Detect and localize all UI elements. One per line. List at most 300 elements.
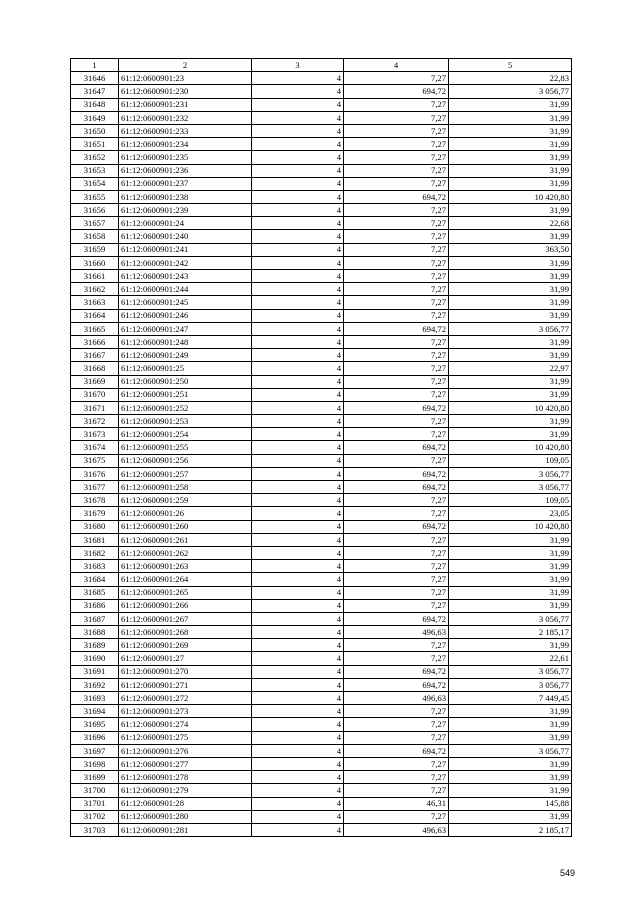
table-row: [71, 72, 572, 85]
table-row: [71, 190, 572, 203]
cadastral-number-cell: 61:12:0600901:244: [119, 283, 252, 296]
value-cell: 22,61: [449, 652, 572, 665]
table-row: [71, 467, 572, 480]
count-cell: 4: [252, 705, 344, 718]
value-cell: 22,68: [449, 217, 572, 230]
row-number-cell: 31661: [71, 270, 119, 283]
area-cell: 7,27: [344, 243, 449, 256]
value-cell: 22,83: [449, 72, 572, 85]
count-cell: 4: [252, 586, 344, 599]
cadastral-number-cell: 61:12:0600901:280: [119, 810, 252, 823]
area-cell: 7,27: [344, 230, 449, 243]
area-cell: 7,27: [344, 652, 449, 665]
area-cell: 7,27: [344, 124, 449, 137]
value-cell: 3 056,77: [449, 85, 572, 98]
value-cell: 31,99: [449, 639, 572, 652]
area-cell: 496,63: [344, 692, 449, 705]
table-body: [71, 72, 572, 837]
row-number-cell: 31664: [71, 309, 119, 322]
count-cell: 4: [252, 349, 344, 362]
row-number-cell: 31673: [71, 428, 119, 441]
value-cell: 2 185,17: [449, 823, 572, 836]
area-cell: 7,27: [344, 454, 449, 467]
count-cell: 4: [252, 85, 344, 98]
count-cell: 4: [252, 217, 344, 230]
row-number-cell: 31651: [71, 138, 119, 151]
count-cell: 4: [252, 296, 344, 309]
table-row: [71, 204, 572, 217]
row-number-cell: 31671: [71, 401, 119, 414]
row-number-cell: 31658: [71, 230, 119, 243]
value-cell: 31,99: [449, 784, 572, 797]
area-cell: 694,72: [344, 441, 449, 454]
cadastral-number-cell: 61:12:0600901:24: [119, 217, 252, 230]
row-number-cell: 31699: [71, 771, 119, 784]
count-cell: 4: [252, 481, 344, 494]
area-cell: 7,27: [344, 757, 449, 770]
row-number-cell: 31676: [71, 467, 119, 480]
row-number-cell: 31684: [71, 573, 119, 586]
value-cell: 31,99: [449, 256, 572, 269]
row-number-cell: 31656: [71, 204, 119, 217]
count-cell: 4: [252, 243, 344, 256]
table-row: [71, 797, 572, 810]
area-cell: 694,72: [344, 467, 449, 480]
table-row: [71, 652, 572, 665]
value-cell: 31,99: [449, 375, 572, 388]
area-cell: 7,27: [344, 573, 449, 586]
table-row: [71, 111, 572, 124]
count-cell: 4: [252, 151, 344, 164]
table-row: [71, 296, 572, 309]
value-cell: 23,05: [449, 507, 572, 520]
count-cell: 4: [252, 520, 344, 533]
area-cell: 7,27: [344, 375, 449, 388]
table-row: [71, 573, 572, 586]
table-row: [71, 626, 572, 639]
value-cell: 3 056,77: [449, 678, 572, 691]
cadastral-number-cell: 61:12:0600901:28: [119, 797, 252, 810]
area-cell: 7,27: [344, 586, 449, 599]
table-row: [71, 718, 572, 731]
cadastral-number-cell: 61:12:0600901:281: [119, 823, 252, 836]
cadastral-number-cell: 61:12:0600901:250: [119, 375, 252, 388]
count-cell: 4: [252, 230, 344, 243]
row-number-cell: 31694: [71, 705, 119, 718]
row-number-cell: 31675: [71, 454, 119, 467]
row-number-cell: 31685: [71, 586, 119, 599]
value-cell: 3 056,77: [449, 612, 572, 625]
cadastral-number-cell: 61:12:0600901:259: [119, 494, 252, 507]
count-cell: 4: [252, 665, 344, 678]
cadastral-number-cell: 61:12:0600901:264: [119, 573, 252, 586]
table-row: [71, 560, 572, 573]
area-cell: 7,27: [344, 98, 449, 111]
cadastral-number-cell: 61:12:0600901:272: [119, 692, 252, 705]
cadastral-number-cell: 61:12:0600901:26: [119, 507, 252, 520]
count-cell: 4: [252, 771, 344, 784]
area-cell: 7,27: [344, 362, 449, 375]
value-cell: 7 449,45: [449, 692, 572, 705]
count-cell: 4: [252, 415, 344, 428]
cadastral-number-cell: 61:12:0600901:243: [119, 270, 252, 283]
value-cell: 31,99: [449, 98, 572, 111]
area-cell: 694,72: [344, 612, 449, 625]
cadastral-number-cell: 61:12:0600901:278: [119, 771, 252, 784]
cadastral-number-cell: 61:12:0600901:249: [119, 349, 252, 362]
value-cell: 10 420,80: [449, 401, 572, 414]
cadastral-number-cell: 61:12:0600901:241: [119, 243, 252, 256]
value-cell: 31,99: [449, 230, 572, 243]
area-cell: 694,72: [344, 190, 449, 203]
count-cell: 4: [252, 573, 344, 586]
table-row: [71, 678, 572, 691]
value-cell: 31,99: [449, 415, 572, 428]
value-cell: 31,99: [449, 296, 572, 309]
count-cell: 4: [252, 639, 344, 652]
count-cell: 4: [252, 599, 344, 612]
value-cell: 109,05: [449, 494, 572, 507]
count-cell: 4: [252, 164, 344, 177]
count-cell: 4: [252, 98, 344, 111]
cadastral-number-cell: 61:12:0600901:235: [119, 151, 252, 164]
count-cell: 4: [252, 757, 344, 770]
value-cell: 31,99: [449, 573, 572, 586]
value-cell: 31,99: [449, 533, 572, 546]
table-row: [71, 85, 572, 98]
area-cell: 7,27: [344, 731, 449, 744]
value-cell: 31,99: [449, 349, 572, 362]
table-row: [71, 151, 572, 164]
value-cell: 22,97: [449, 362, 572, 375]
table-row: [71, 349, 572, 362]
count-cell: 4: [252, 612, 344, 625]
cadastral-number-cell: 61:12:0600901:268: [119, 626, 252, 639]
row-number-cell: 31697: [71, 744, 119, 757]
count-cell: 4: [252, 190, 344, 203]
value-cell: 10 420,80: [449, 190, 572, 203]
count-cell: 4: [252, 388, 344, 401]
area-cell: 7,27: [344, 560, 449, 573]
count-cell: 4: [252, 533, 344, 546]
value-cell: 31,99: [449, 388, 572, 401]
table-row: [71, 586, 572, 599]
table-row: [71, 823, 572, 836]
area-cell: 7,27: [344, 296, 449, 309]
area-cell: 7,27: [344, 784, 449, 797]
row-number-cell: 31690: [71, 652, 119, 665]
table-row: [71, 665, 572, 678]
row-number-cell: 31687: [71, 612, 119, 625]
cadastral-number-cell: 61:12:0600901:258: [119, 481, 252, 494]
count-cell: 4: [252, 652, 344, 665]
cadastral-number-cell: 61:12:0600901:257: [119, 467, 252, 480]
row-number-cell: 31660: [71, 256, 119, 269]
area-cell: 7,27: [344, 546, 449, 559]
table-row: [71, 520, 572, 533]
table-row: [71, 546, 572, 559]
table-row: [71, 375, 572, 388]
area-cell: 7,27: [344, 507, 449, 520]
row-number-cell: 31680: [71, 520, 119, 533]
row-number-cell: 31646: [71, 72, 119, 85]
column-header: 2: [119, 59, 252, 72]
area-cell: 694,72: [344, 481, 449, 494]
area-cell: 7,27: [344, 771, 449, 784]
cadastral-number-cell: 61:12:0600901:252: [119, 401, 252, 414]
row-number-cell: 31665: [71, 322, 119, 335]
value-cell: 3 056,77: [449, 467, 572, 480]
area-cell: 46,31: [344, 797, 449, 810]
value-cell: 31,99: [449, 111, 572, 124]
cadastral-number-cell: 61:12:0600901:248: [119, 335, 252, 348]
area-cell: 7,27: [344, 177, 449, 190]
count-cell: 4: [252, 744, 344, 757]
area-cell: 694,72: [344, 401, 449, 414]
table-row: [71, 533, 572, 546]
row-number-cell: 31654: [71, 177, 119, 190]
cadastral-number-cell: 61:12:0600901:275: [119, 731, 252, 744]
table-row: [71, 731, 572, 744]
table-row: [71, 177, 572, 190]
cadastral-number-cell: 61:12:0600901:230: [119, 85, 252, 98]
area-cell: 7,27: [344, 718, 449, 731]
table-row: [71, 217, 572, 230]
table-row: [71, 124, 572, 137]
row-number-cell: 31649: [71, 111, 119, 124]
area-cell: 7,27: [344, 388, 449, 401]
table-row: [71, 362, 572, 375]
area-cell: 7,27: [344, 256, 449, 269]
area-cell: 7,27: [344, 309, 449, 322]
count-cell: 4: [252, 718, 344, 731]
row-number-cell: 31652: [71, 151, 119, 164]
data-table: [70, 58, 572, 837]
value-cell: 3 056,77: [449, 744, 572, 757]
area-cell: 694,72: [344, 744, 449, 757]
count-cell: 4: [252, 270, 344, 283]
table-row: [71, 810, 572, 823]
cadastral-number-cell: 61:12:0600901:262: [119, 546, 252, 559]
cadastral-number-cell: 61:12:0600901:255: [119, 441, 252, 454]
table-row: [71, 757, 572, 770]
count-cell: 4: [252, 124, 344, 137]
cadastral-number-cell: 61:12:0600901:266: [119, 599, 252, 612]
area-cell: 7,27: [344, 217, 449, 230]
cadastral-number-cell: 61:12:0600901:239: [119, 204, 252, 217]
count-cell: 4: [252, 111, 344, 124]
row-number-cell: 31702: [71, 810, 119, 823]
row-number-cell: 31678: [71, 494, 119, 507]
row-number-cell: 31692: [71, 678, 119, 691]
cadastral-number-cell: 61:12:0600901:253: [119, 415, 252, 428]
area-cell: 694,72: [344, 665, 449, 678]
cadastral-number-cell: 61:12:0600901:256: [119, 454, 252, 467]
table-row: [71, 771, 572, 784]
cadastral-number-cell: 61:12:0600901:270: [119, 665, 252, 678]
row-number-cell: 31648: [71, 98, 119, 111]
cadastral-number-cell: 61:12:0600901:276: [119, 744, 252, 757]
area-cell: 7,27: [344, 164, 449, 177]
table-row: [71, 335, 572, 348]
value-cell: 10 420,80: [449, 441, 572, 454]
row-number-cell: 31696: [71, 731, 119, 744]
count-cell: 4: [252, 797, 344, 810]
row-number-cell: 31693: [71, 692, 119, 705]
row-number-cell: 31655: [71, 190, 119, 203]
cadastral-number-cell: 61:12:0600901:273: [119, 705, 252, 718]
value-cell: 3 056,77: [449, 481, 572, 494]
value-cell: 31,99: [449, 810, 572, 823]
row-number-cell: 31701: [71, 797, 119, 810]
row-number-cell: 31672: [71, 415, 119, 428]
count-cell: 4: [252, 546, 344, 559]
area-cell: 7,27: [344, 349, 449, 362]
row-number-cell: 31669: [71, 375, 119, 388]
cadastral-number-cell: 61:12:0600901:274: [119, 718, 252, 731]
area-cell: 7,27: [344, 428, 449, 441]
row-number-cell: 31688: [71, 626, 119, 639]
cadastral-number-cell: 61:12:0600901:240: [119, 230, 252, 243]
row-number-cell: 31666: [71, 335, 119, 348]
value-cell: 31,99: [449, 164, 572, 177]
value-cell: 31,99: [449, 757, 572, 770]
table-row: [71, 415, 572, 428]
count-cell: 4: [252, 375, 344, 388]
area-cell: 7,27: [344, 494, 449, 507]
cadastral-number-cell: 61:12:0600901:269: [119, 639, 252, 652]
row-number-cell: 31659: [71, 243, 119, 256]
table-row: [71, 454, 572, 467]
cadastral-number-cell: 61:12:0600901:247: [119, 322, 252, 335]
count-cell: 4: [252, 177, 344, 190]
value-cell: 31,99: [449, 560, 572, 573]
area-cell: 7,27: [344, 72, 449, 85]
table-row: [71, 401, 572, 414]
value-cell: 31,99: [449, 599, 572, 612]
area-cell: 694,72: [344, 322, 449, 335]
table-row: [71, 164, 572, 177]
cadastral-number-cell: 61:12:0600901:236: [119, 164, 252, 177]
value-cell: 2 185,17: [449, 626, 572, 639]
area-cell: 7,27: [344, 639, 449, 652]
table-row: [71, 784, 572, 797]
value-cell: 31,99: [449, 151, 572, 164]
count-cell: 4: [252, 823, 344, 836]
value-cell: 31,99: [449, 771, 572, 784]
count-cell: 4: [252, 810, 344, 823]
count-cell: 4: [252, 454, 344, 467]
count-cell: 4: [252, 283, 344, 296]
row-number-cell: 31682: [71, 546, 119, 559]
area-cell: 7,27: [344, 270, 449, 283]
count-cell: 4: [252, 507, 344, 520]
table-row: [71, 283, 572, 296]
count-cell: 4: [252, 467, 344, 480]
row-number-cell: 31650: [71, 124, 119, 137]
value-cell: 31,99: [449, 283, 572, 296]
area-cell: 694,72: [344, 520, 449, 533]
count-cell: 4: [252, 335, 344, 348]
area-cell: 7,27: [344, 138, 449, 151]
cadastral-number-cell: 61:12:0600901:238: [119, 190, 252, 203]
header-row: [71, 59, 572, 72]
area-cell: 7,27: [344, 599, 449, 612]
cadastral-number-cell: 61:12:0600901:246: [119, 309, 252, 322]
count-cell: 4: [252, 678, 344, 691]
table-row: [71, 322, 572, 335]
count-cell: 4: [252, 138, 344, 151]
count-cell: 4: [252, 322, 344, 335]
count-cell: 4: [252, 626, 344, 639]
area-cell: 694,72: [344, 678, 449, 691]
row-number-cell: 31686: [71, 599, 119, 612]
table-row: [71, 507, 572, 520]
table-row: [71, 441, 572, 454]
cadastral-number-cell: 61:12:0600901:254: [119, 428, 252, 441]
value-cell: 31,99: [449, 204, 572, 217]
cadastral-number-cell: 61:12:0600901:261: [119, 533, 252, 546]
table-row: [71, 243, 572, 256]
row-number-cell: 31657: [71, 217, 119, 230]
row-number-cell: 31681: [71, 533, 119, 546]
area-cell: 694,72: [344, 85, 449, 98]
cadastral-number-cell: 61:12:0600901:271: [119, 678, 252, 691]
table-row: [71, 138, 572, 151]
cadastral-number-cell: 61:12:0600901:25: [119, 362, 252, 375]
table-row: [71, 692, 572, 705]
row-number-cell: 31679: [71, 507, 119, 520]
row-number-cell: 31683: [71, 560, 119, 573]
cadastral-number-cell: 61:12:0600901:279: [119, 784, 252, 797]
cadastral-number-cell: 61:12:0600901:233: [119, 124, 252, 137]
row-number-cell: 31700: [71, 784, 119, 797]
table-row: [71, 388, 572, 401]
column-header: 1: [71, 59, 119, 72]
count-cell: 4: [252, 72, 344, 85]
table-row: [71, 309, 572, 322]
area-cell: 7,27: [344, 705, 449, 718]
count-cell: 4: [252, 362, 344, 375]
value-cell: 3 056,77: [449, 665, 572, 678]
row-number-cell: 31647: [71, 85, 119, 98]
column-header: 4: [344, 59, 449, 72]
cadastral-number-cell: 61:12:0600901:23: [119, 72, 252, 85]
value-cell: 31,99: [449, 124, 572, 137]
cadastral-number-cell: 61:12:0600901:263: [119, 560, 252, 573]
table-row: [71, 705, 572, 718]
row-number-cell: 31703: [71, 823, 119, 836]
count-cell: 4: [252, 560, 344, 573]
area-cell: 7,27: [344, 204, 449, 217]
value-cell: 31,99: [449, 586, 572, 599]
table-row: [71, 599, 572, 612]
table-row: [71, 494, 572, 507]
cadastral-number-cell: 61:12:0600901:277: [119, 757, 252, 770]
table-row: [71, 256, 572, 269]
column-header: 5: [449, 59, 572, 72]
row-number-cell: 31689: [71, 639, 119, 652]
cadastral-number-cell: 61:12:0600901:231: [119, 98, 252, 111]
value-cell: 31,99: [449, 270, 572, 283]
row-number-cell: 31663: [71, 296, 119, 309]
table-row: [71, 98, 572, 111]
count-cell: 4: [252, 692, 344, 705]
area-cell: 496,63: [344, 626, 449, 639]
value-cell: 31,99: [449, 309, 572, 322]
area-cell: 7,27: [344, 335, 449, 348]
area-cell: 7,27: [344, 533, 449, 546]
